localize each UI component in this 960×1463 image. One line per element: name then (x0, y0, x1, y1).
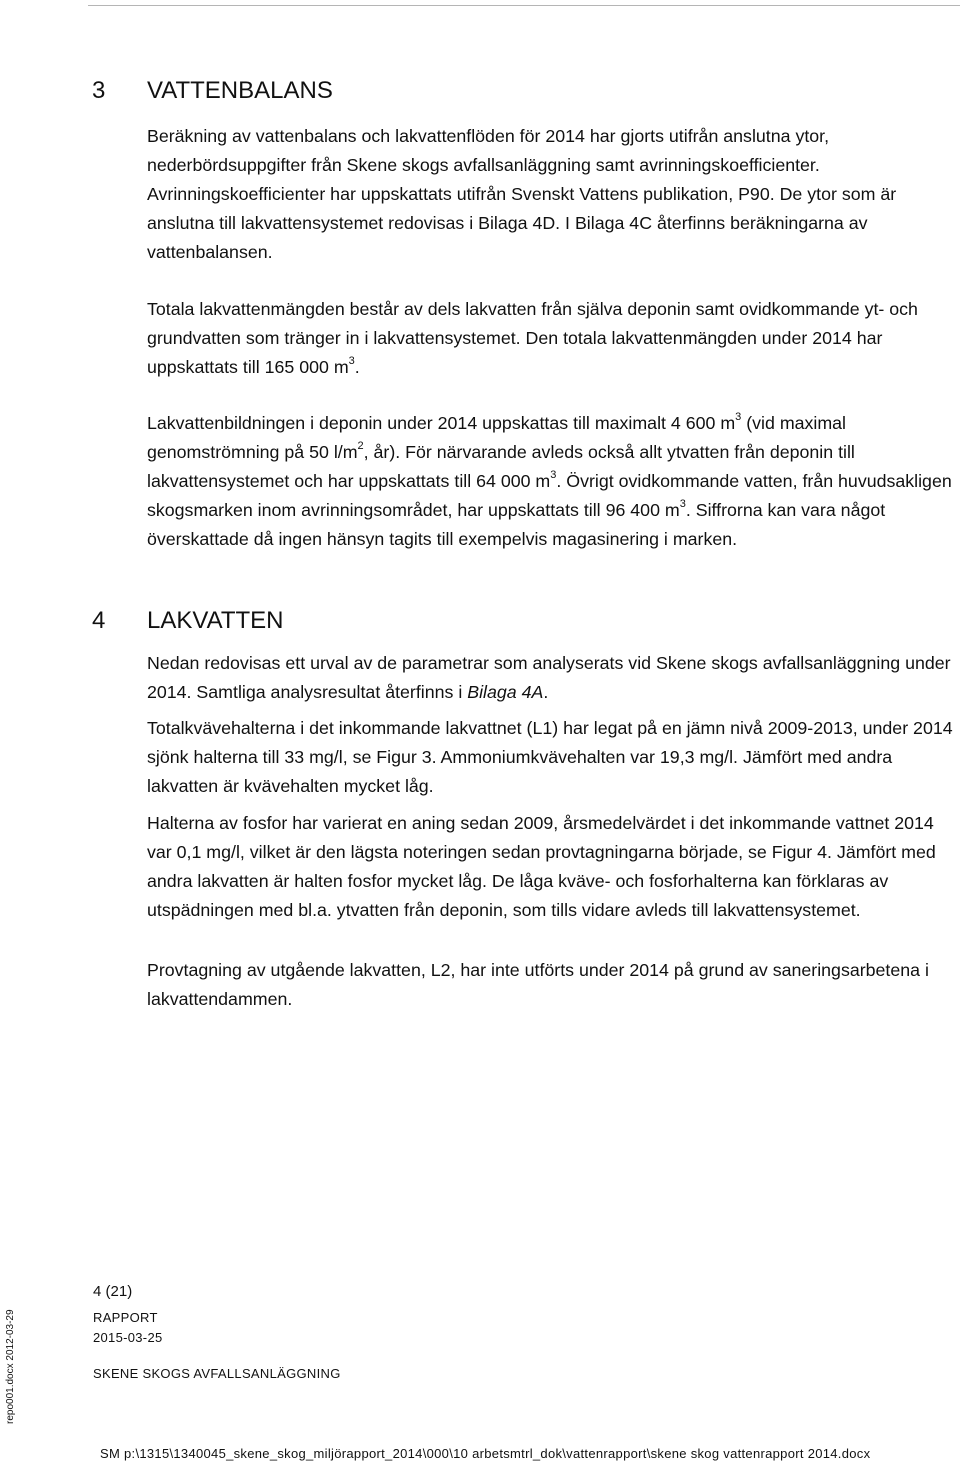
section-3-heading (92, 77, 333, 105)
section-number: 4 (92, 607, 106, 634)
paragraph-parameters: Nedan redovisas ett urval av de parametrar som analyserats vid Skene skogs avfallsanläggning under 2014. Samtliga analysresultat återfinns i Bilaga 4A. (147, 653, 951, 702)
paragraph-sampling: Provtagning av utgående lakvatten, L2, har inte utförts under 2014 på grund av saneringsarbetena i lakvattendammen. (147, 960, 929, 1009)
footer-date: 2015-03-25 (93, 1330, 163, 1345)
section-title: LAKVATTEN (147, 607, 284, 634)
page-number: 4 (21) (93, 1283, 133, 1300)
paragraph-nitrogen: Totalkvävehalterna i det inkommande lakvattnet (L1) har legat på en jämn nivå 2009-2013, under 2014 sjönk halterna till 33 mg/l, se Figur 3. Ammoniumkvävehalten var 19,3 mg/l. Jämfört med andra lakvatten är kvävehalten mycket låg. (147, 718, 953, 796)
section-title: VATTENBALANS (147, 77, 333, 104)
section-4-heading (92, 607, 283, 635)
paragraph-phosphorus: Halterna av fosfor har varierat en aning sedan 2009, årsmedelvärdet i det inkommande vattnet 2014 var 0,1 mg/l, vilket är den lägsta noteringen sedan provtagningarna började, se Figur 4. Jämfört med andra lakvatten är halten fosfor mycket låg. De låga kväve- och fosforhalterna kan förklaras av utspädningen med bl.a. ytvatten från deponin, som tills vidare avleds till lakvattensystemet. (147, 813, 936, 920)
template-id: repo001.docx 2012-03-29 (5, 1309, 16, 1424)
top-divider (88, 5, 960, 6)
section-number: 3 (92, 77, 106, 104)
footer-file-path: SM p:\1315\1340045_skene_skog_miljörapport_2014\000\10 arbetsmtrl_dok\vattenrapport\skene skog vattenrapport 2014.docx (100, 1446, 871, 1461)
paragraph-total-leachate: Totala lakvattenmängden består av dels lakvatten från själva deponin samt ovidkommande yt- och grundvatten som tränger in i lakvattensystemet. Den totala lakvattenmängden under 2014 har uppskattats till 165 000 $m^3$. (147, 299, 918, 377)
paragraph-leachate-formation: Lakvattenbildningen i deponin under 2014 uppskattas till maximalt 4 600 $m^3$ (vid maximal genomströmning på 50 $l/m^2$, år). För närvarande avleds också allt ytvatten från deponin till lakvattensystemet och har uppskattats till 64 000 $m^3$. Övrigt ovidkommande vatten, från huvudsakligen skogsmarken inom avrinningsområdet, har uppskattats till 96 400 $m^3$. Siffrorna kan vara något överskattade då ingen hänsyn tagits till exempelvis magasinering i marken. (147, 411, 952, 549)
footer-project: SKENE SKOGS AVFALLSANLÄGGNING (93, 1366, 341, 1381)
footer-doc-type: RAPPORT (93, 1310, 158, 1325)
paragraph-water-balance: Beräkning av vattenbalans och lakvattenflöden för 2014 har gjorts utifrån anslutna ytor, nederbördsuppgifter från Skene skogs avfallsanläggning samt avrinningskoefficienter. Avrinningskoefficienter har uppskattats utifrån Svenskt Vattens publikation, P90. De ytor som är anslutna till lakvattensystemet redovisas i Bilaga 4D. I Bilaga 4C återfinns beräkningarna av vattenbalansen. (147, 126, 897, 262)
